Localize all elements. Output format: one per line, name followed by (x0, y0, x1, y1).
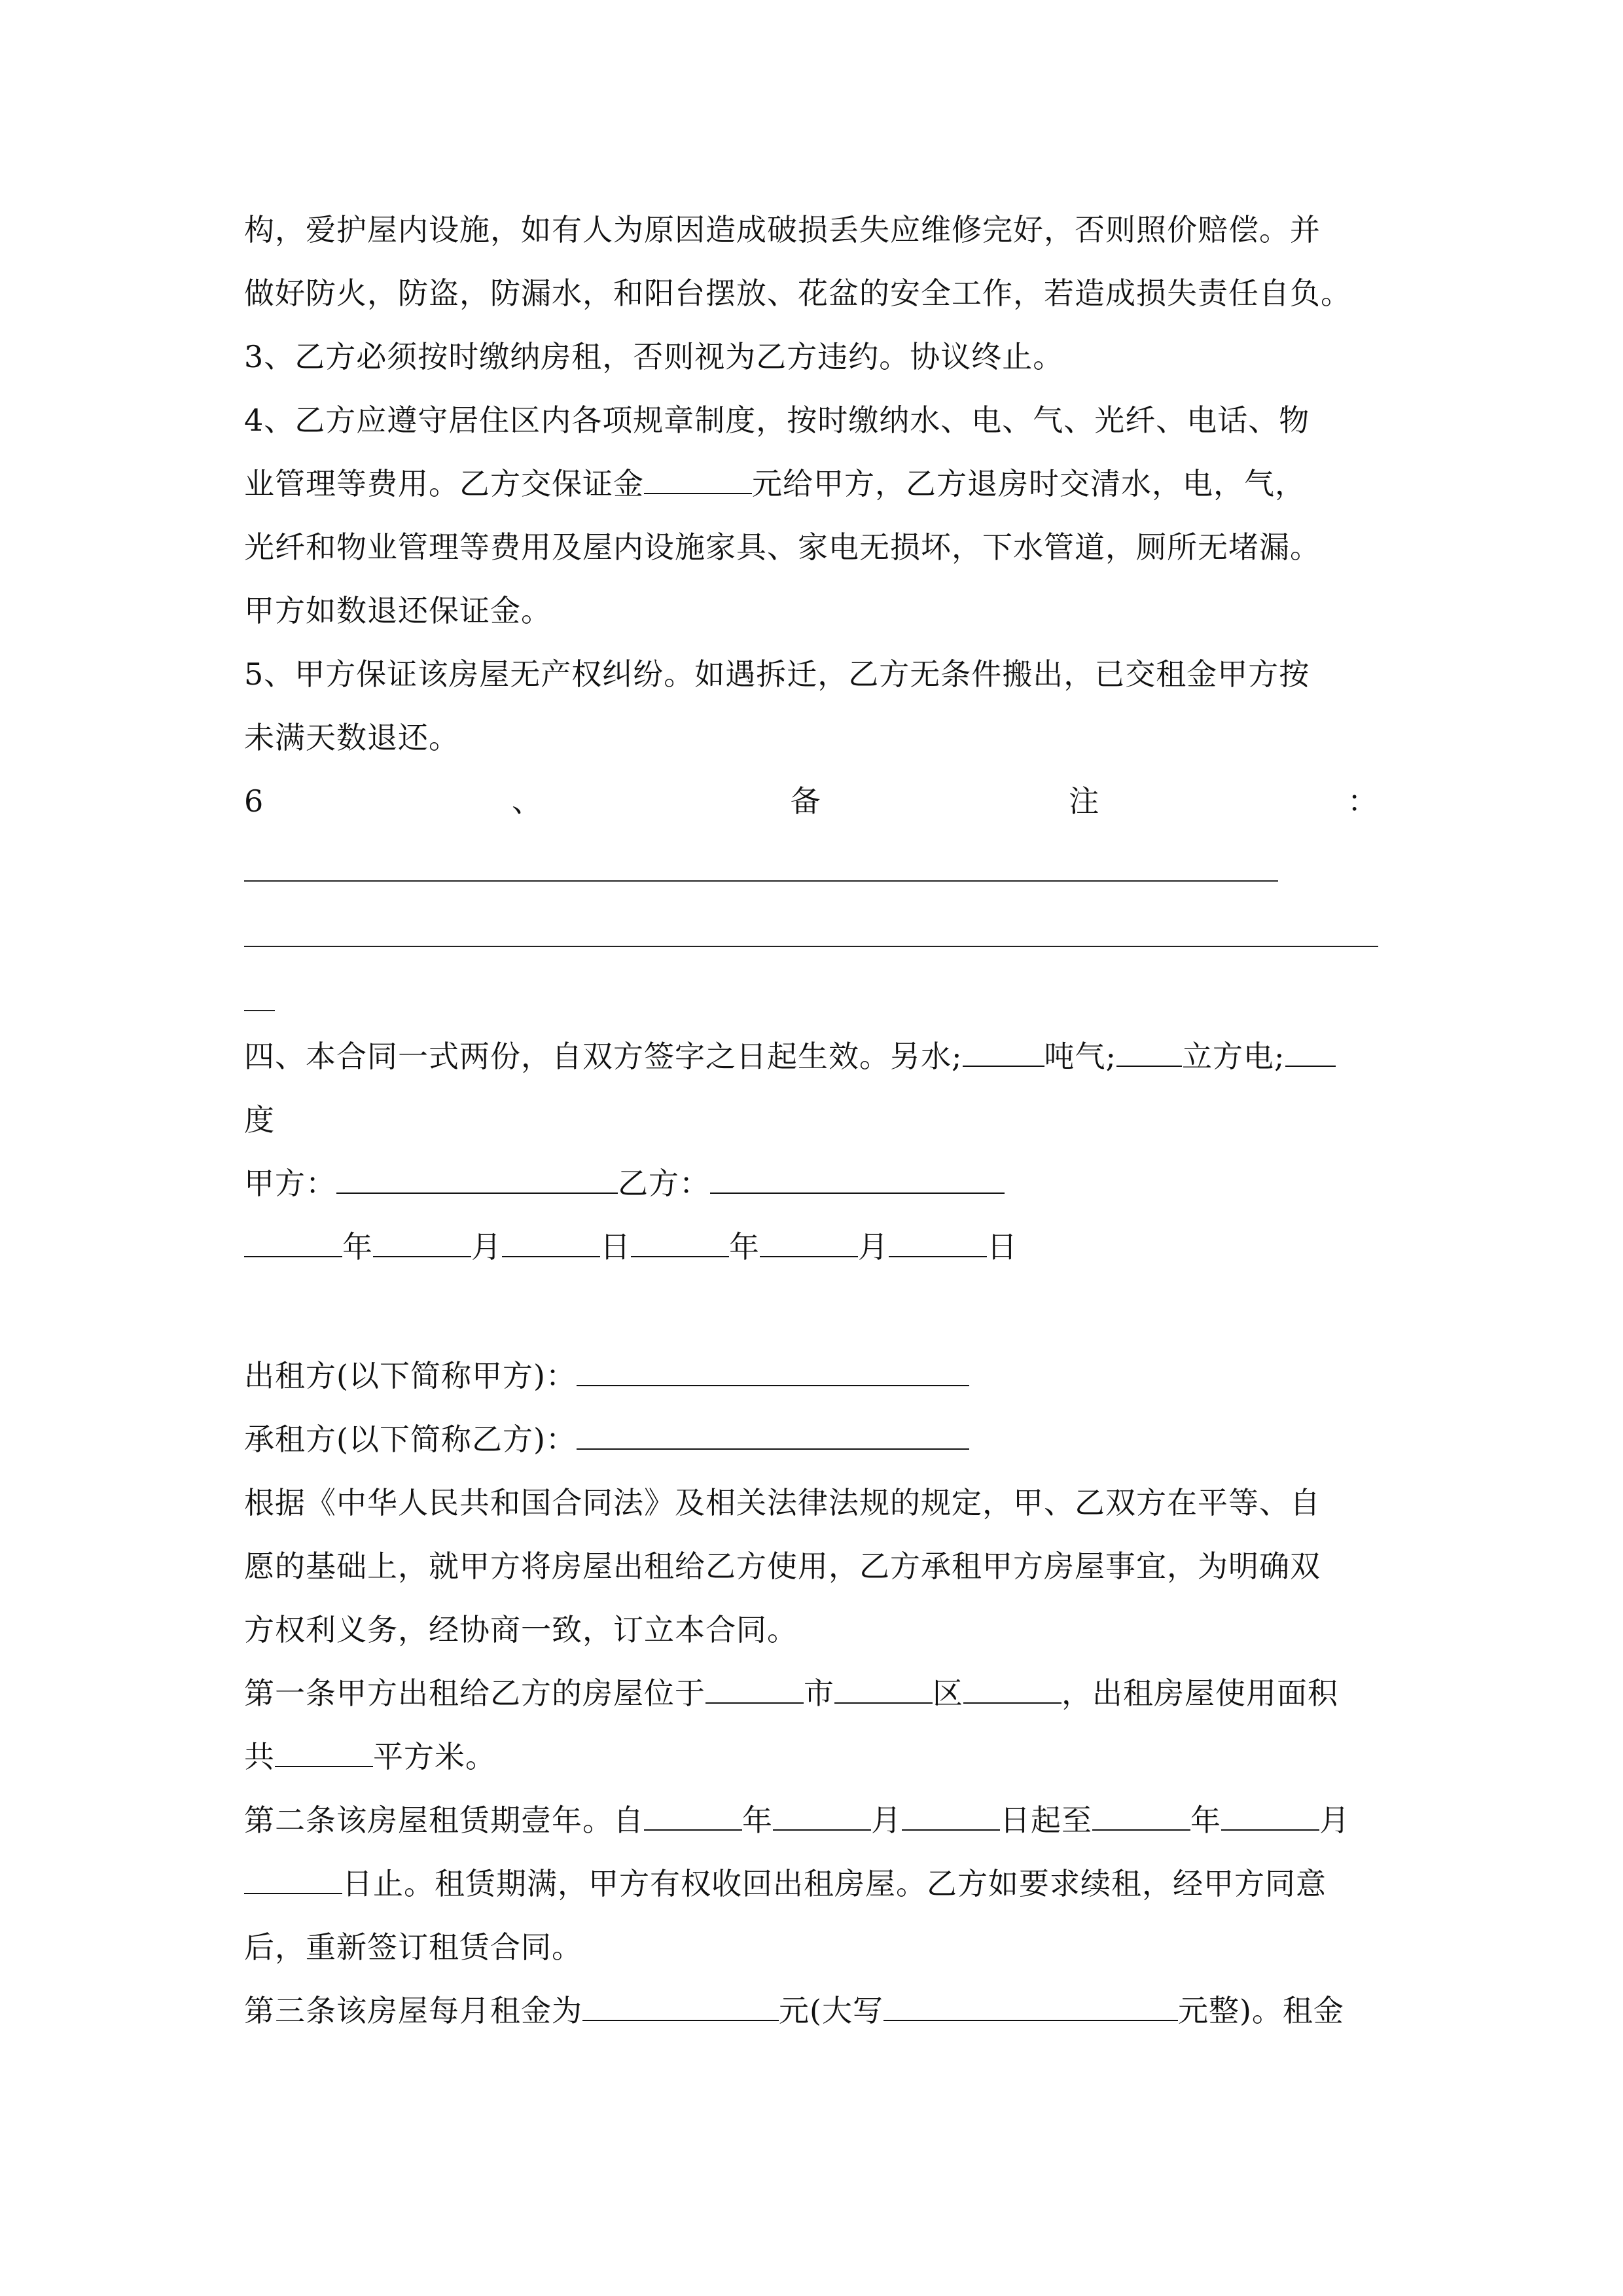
party-a-label: 甲方： (244, 1166, 336, 1201)
text-span: 注 (1069, 783, 1100, 819)
electricity-blank[interactable] (1285, 1035, 1336, 1067)
address-blank[interactable] (963, 1672, 1061, 1704)
text-span: 年 (342, 1229, 373, 1265)
text-line: 未满天数退还。 (244, 720, 459, 755)
remarks-line[interactable] (244, 946, 1378, 947)
date-blank[interactable] (1221, 1799, 1319, 1831)
date-blank[interactable] (373, 1226, 471, 1257)
text-span: 四、本合同一式两份，自双方签字之日起生效。另水; (244, 1039, 963, 1074)
remarks-line[interactable] (244, 880, 1278, 882)
city-blank[interactable] (705, 1672, 804, 1704)
clause-4: 4、乙方应遵守居住区内各项规章制度，按时缴纳水、电、气、光纤、电话、物 (244, 403, 1310, 438)
text-span: 元(大写 (779, 1993, 883, 2028)
text-span: 月 (871, 1803, 902, 1838)
text-line: 甲方如数退还保证金。 (244, 593, 552, 628)
gas-blank[interactable] (1116, 1035, 1182, 1067)
text-line: 方权利义务，经协商一致，订立本合同。 (244, 1612, 798, 1647)
clause-four (244, 1035, 1336, 1077)
remarks-heading (244, 780, 1378, 822)
text-span: 6 (244, 783, 264, 819)
text-span: 日 (987, 1229, 1018, 1265)
text-span: ，出租房屋使用面积 (1061, 1676, 1338, 1711)
remarks-line[interactable] (244, 1010, 275, 1011)
text-span: ： (1347, 783, 1378, 819)
text-span: 年 (742, 1803, 773, 1838)
rent-amount-blank[interactable] (582, 1990, 779, 2021)
party-b-signature[interactable] (710, 1162, 1005, 1194)
text-span: 年 (729, 1229, 760, 1265)
text-span: 第一条甲方出租给乙方的房屋位于 (244, 1676, 705, 1711)
text-span: 、 (511, 783, 543, 819)
date-blank[interactable] (244, 1226, 342, 1257)
text-line (244, 463, 1306, 505)
lessor-blank[interactable] (577, 1355, 969, 1386)
lessor-line (244, 1355, 969, 1397)
area-blank[interactable] (275, 1736, 373, 1767)
lessor-label: 出租方(以下简称甲方)： (244, 1358, 577, 1393)
deposit-blank[interactable] (644, 463, 752, 494)
text-span: 元给甲方，乙方退房时交清水，电，气， (752, 466, 1306, 501)
text-span: 第二条该房屋租赁期壹年。自 (244, 1803, 644, 1838)
text-span: 市 (804, 1676, 834, 1711)
date-blank[interactable] (631, 1226, 729, 1257)
date-blank[interactable] (889, 1226, 987, 1257)
date-blank[interactable] (760, 1226, 858, 1257)
clause-5: 5、甲方保证该房屋无产权纠纷。如遇拆迁，乙方无条件搬出，已交租金甲方按 (244, 656, 1310, 692)
text-span: 区 (933, 1676, 963, 1711)
article-3 (244, 1990, 1344, 2032)
text-span: 元整)。租金 (1177, 1993, 1344, 2028)
text-span: 日起至 (1000, 1803, 1092, 1838)
rent-words-blank[interactable] (883, 1990, 1178, 2021)
party-b-label: 乙方： (618, 1166, 710, 1201)
lessee-blank[interactable] (577, 1418, 969, 1450)
text-span: 月 (1319, 1803, 1350, 1838)
text-span: 日止。租赁期满，甲方有权收回出租房屋。乙方如要求续租，经甲方同意 (342, 1866, 1327, 1901)
text-span: 第三条该房屋每月租金为 (244, 1993, 582, 2028)
date-blank[interactable] (244, 1863, 342, 1894)
lessee-line (244, 1418, 969, 1460)
text-line: 光纤和物业管理等费用及屋内设施家具、家电无损坏，下水管道，厕所无堵漏。 (244, 529, 1321, 565)
text-span: 立方电; (1182, 1039, 1285, 1074)
text-span: 月 (858, 1229, 889, 1265)
text-line: 愿的基础上，就甲方将房屋出租给乙方使用，乙方承租甲方房屋事宜，为明确双 (244, 1549, 1321, 1584)
date-line (244, 1226, 1018, 1268)
text-span: 年 (1190, 1803, 1221, 1838)
date-blank[interactable] (773, 1799, 871, 1831)
water-blank[interactable] (963, 1035, 1044, 1067)
text-line: 做好防火，防盗，防漏水，和阳台摆放、花盆的安全工作，若造成损失责任自负。 (244, 276, 1351, 311)
article-2 (244, 1799, 1350, 1841)
text-line: 根据《中华人民共和国合同法》及相关法律法规的规定，甲、乙双方在平等、自 (244, 1485, 1321, 1520)
text-line (244, 1863, 1327, 1905)
text-line (244, 1736, 496, 1778)
date-blank[interactable] (902, 1799, 1000, 1831)
text-span: 平方米。 (373, 1739, 496, 1774)
text-span: 日 (600, 1229, 631, 1265)
text-line: 后，重新签订租赁合同。 (244, 1929, 582, 1965)
signature-line (244, 1162, 1005, 1204)
article-1 (244, 1672, 1338, 1714)
text-span: 吨气; (1044, 1039, 1116, 1074)
lessee-label: 承租方(以下简称乙方)： (244, 1422, 577, 1457)
clause-3: 3、乙方必须按时缴纳房租，否则视为乙方违约。协议终止。 (244, 339, 1064, 374)
district-blank[interactable] (834, 1672, 933, 1704)
date-blank[interactable] (502, 1226, 600, 1257)
text-span: 业管理等费用。乙方交保证金 (244, 466, 644, 501)
party-a-signature[interactable] (336, 1162, 618, 1194)
text-span: 共 (244, 1739, 275, 1774)
text-span: 备 (790, 783, 821, 819)
text-line: 度 (244, 1102, 275, 1138)
text-line: 构，爱护屋内设施，如有人为原因造成破损丢失应维修完好，否则照价赔偿。并 (244, 212, 1321, 247)
date-blank[interactable] (644, 1799, 742, 1831)
text-span: 月 (471, 1229, 502, 1265)
date-blank[interactable] (1092, 1799, 1190, 1831)
